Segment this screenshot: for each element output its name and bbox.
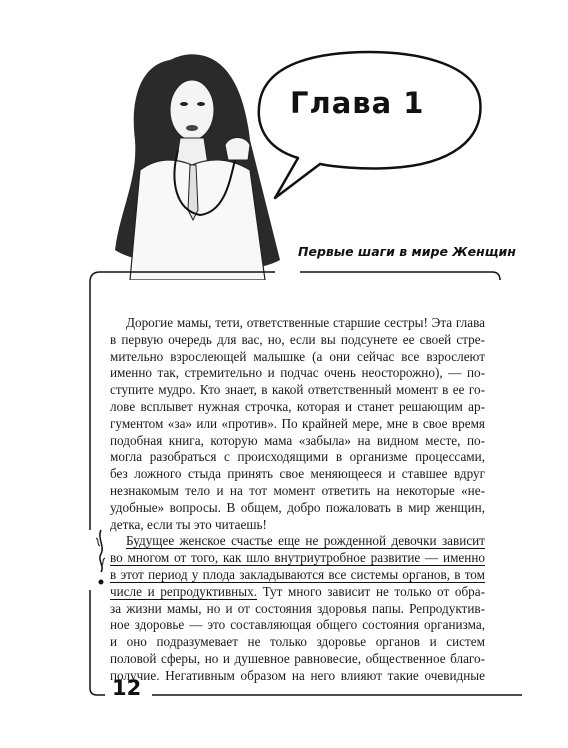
underlined-text: числе и репродуктивных.: [110, 583, 257, 599]
underlined-text-line: [110, 550, 485, 567]
text-line: гументом «за» или «против». По крайней мере, мне в свое время: [110, 415, 485, 431]
paragraph-2: [110, 533, 485, 684]
underlined-text-line: [110, 567, 485, 584]
paragraph-1: [110, 315, 485, 533]
underlined-text: Будущее женское счастье еще не рожденной девочки зависит: [126, 533, 485, 549]
text-line: половой сферы, но и душевное равновесие, общественное благо-: [110, 650, 485, 666]
text-line: подобная книга, которую мама «забыла» на видном месте, по-: [110, 432, 485, 448]
speech-bubble: [250, 40, 490, 240]
text-line: [110, 584, 485, 601]
text-line: в первую очередь для вас, но, если вы подсунете ее своей стре-: [110, 331, 485, 347]
underlined-text: в этот период у плода закладываются все системы органов, в том: [110, 566, 485, 582]
text-line: за жизни мамы, но и от состояния здоровья папы. Репродуктив-: [110, 600, 485, 616]
text-line: ступите мудро. Кто знает, в какой ответственный момент в ее го-: [110, 382, 485, 398]
chapter-title: Глава 1: [290, 86, 425, 120]
text-line: мительно взрослеющей малышке (а они сейчас все взрослеют: [110, 348, 485, 364]
text-line: без ложного стыда принять свое меняющееся и ставшее вдруг: [110, 466, 485, 482]
text-fragment: Тут много зависит не только от обра-: [257, 583, 485, 599]
text-line: Дорогие мамы, тети, ответственные старшие сестры! Эта глава: [126, 315, 485, 330]
underlined-text-line: [110, 533, 485, 550]
text-line: лове всплывет нужная строчка, которая и станет решающим ар-: [110, 398, 485, 414]
chapter-subtitle: Первые шаги в мире Женщин: [298, 244, 516, 259]
text-line: могла разобраться с происходящими в организме процессами,: [110, 449, 485, 465]
body-text: [110, 315, 485, 685]
page-number: 12: [112, 676, 142, 700]
text-line: ное здоровье — это составляющая общего состояния организма,: [110, 617, 485, 633]
underlined-text: во многом от того, как шло внутриутробное развитие — именно: [110, 550, 485, 566]
text-line: и оно подразумевает не только здоровье органов и систем: [110, 634, 485, 650]
text-line: детка, если ты это читаешь!: [110, 516, 267, 532]
text-line: получие. Негативным образом на него влияют такие очевидные: [110, 667, 485, 683]
exclamation-mark-icon: [91, 528, 111, 588]
text-line: именно так, стремительно и подчас очень неосторожно), — по-: [110, 365, 485, 381]
text-line: незнакомым тело и на тот момент ответить на некоторые «не-: [110, 482, 485, 498]
text-line: удобные» вопросы. В общем, добро пожаловать в мир женщин,: [110, 499, 485, 515]
